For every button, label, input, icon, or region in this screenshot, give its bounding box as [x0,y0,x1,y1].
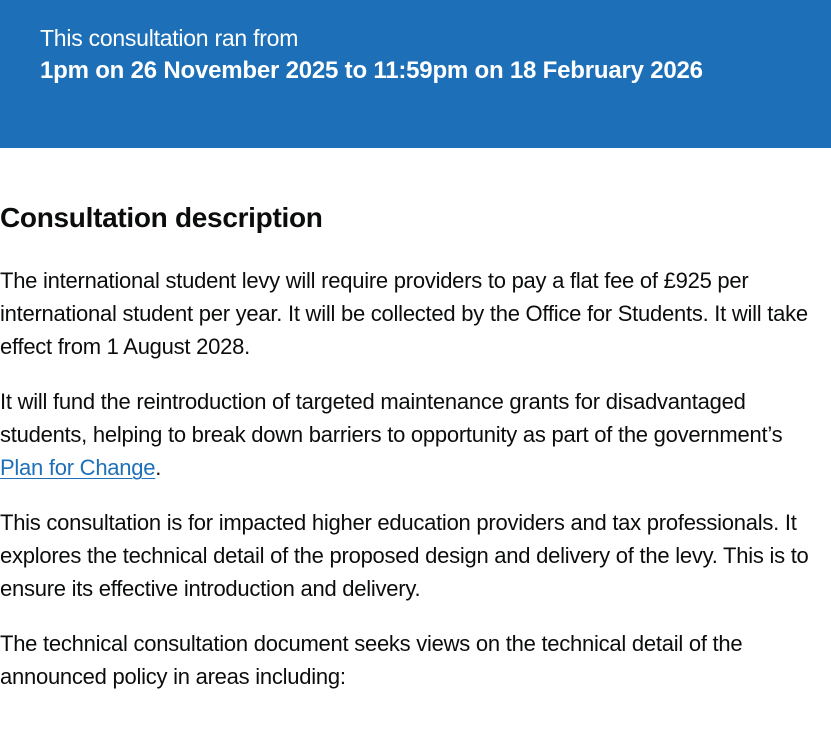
description-paragraph-3: This consultation is for impacted higher education providers and tax professionals. It explores the technical detail of the proposed design and delivery of the levy. This is to ensure its effective introduction and delivery. [0,510,809,601]
banner-date-range: 1pm on 26 November 2025 to 11:59pm on 18 February 2026 [40,57,703,84]
paragraph-2-text: It will fund the reintroduction of targeted maintenance grants for disadvantaged students, helping to break down barriers to opportunity as part of the government’s [0,389,783,447]
description-paragraph-4: The technical consultation document seeks views on the technical detail of the announced policy in areas including: [0,631,743,689]
description-paragraph-2 [0,385,831,484]
consultation-description-section [0,200,831,715]
consultation-dates-banner [0,0,831,148]
paragraph-2-end: . [155,455,162,480]
description-paragraph-1: The international student levy will require providers to pay a flat fee of £925 per international student per year. It will be collected by the Office for Students. It will take effect from 1 August 2028. [0,268,808,359]
plan-for-change-link[interactable]: Plan for Change [0,455,156,480]
section-heading: Consultation description [0,202,323,233]
banner-intro-text: This consultation ran from [40,25,299,51]
